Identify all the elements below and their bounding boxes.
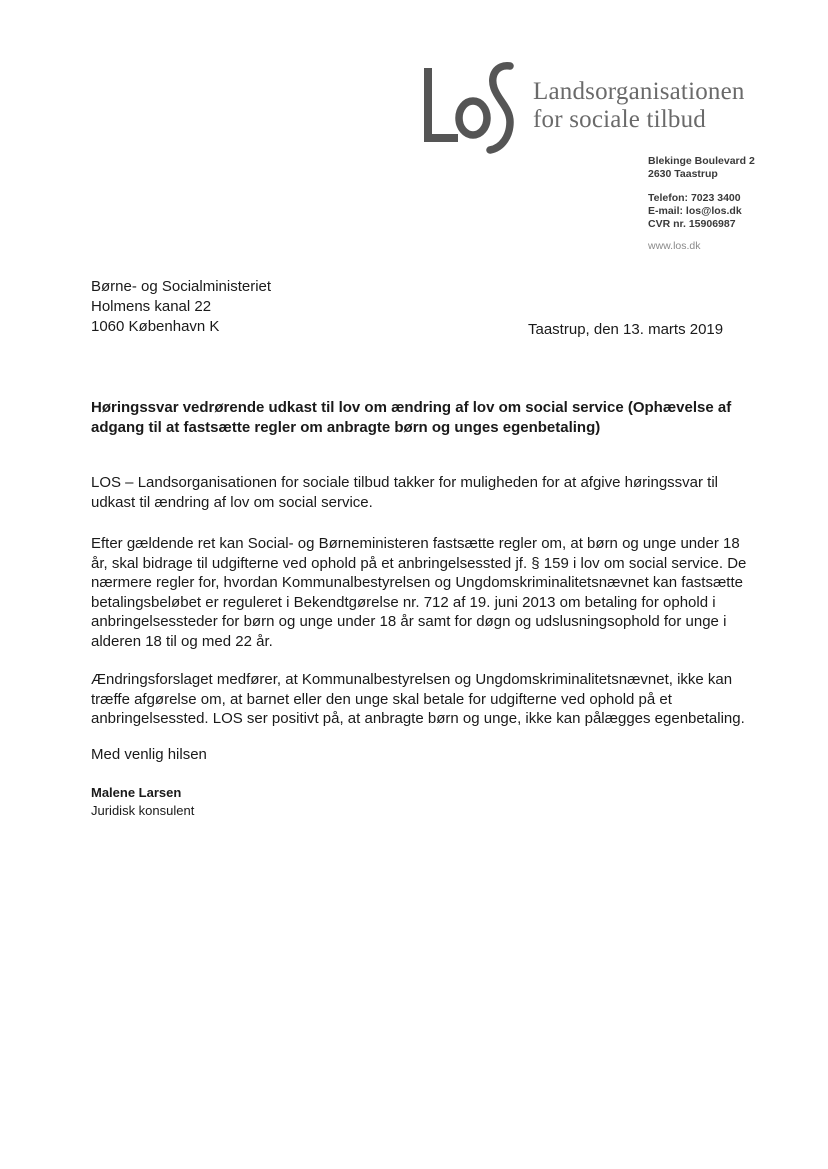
- letter-date: Taastrup, den 13. marts 2019: [528, 321, 724, 338]
- sender-email: E-mail: los@los.dk: [648, 205, 742, 217]
- sender-website: www.los.dk: [648, 240, 701, 252]
- sender-phone: Telefon: 7023 3400: [648, 192, 741, 204]
- letter-subject: Høringssvar vedrørende udkast til lov om ændring af lov om social service (Ophævelse af adgang til at fastsætte regler om anbragte børn og unges egenbetaling): [91, 399, 732, 436]
- logo-line-2: for sociale tilbud: [533, 106, 706, 133]
- sender-cvr: CVR nr. 15906987: [648, 218, 736, 230]
- logo-wordmark: [533, 78, 745, 134]
- sender-street: Blekinge Boulevard 2: [648, 155, 755, 167]
- body-paragraph-3: Ændringsforslaget medfører, at Kommunalbestyrelsen og Ungdomskriminalitetsnævnet, ikke kan træffe afgørelse om, at barnet eller den unge skal betale for udgifterne ved ophold på et anbringelsessted. LOS ser positivt på, at anbragte børn og unge, ikke kan pålægges egenbetaling.: [91, 671, 745, 727]
- recipient-line-1: Børne- og Socialministeriet: [91, 278, 272, 295]
- los-logo-icon: [418, 60, 518, 155]
- sender-address-block: [648, 155, 755, 253]
- signer-title: Juridisk konsulent: [91, 803, 195, 818]
- sender-city: 2630 Taastrup: [648, 168, 718, 180]
- recipient-address: [91, 277, 271, 337]
- closing-salutation: Med venlig hilsen: [91, 746, 207, 763]
- body-paragraph-2: Efter gældende ret kan Social- og Børneministeren fastsætte regler om, at børn og unge under 18 år, skal bidrage til udgifterne ved ophold på et anbringelsessted jf. § 159 i lov om social service. De nærmere regler for, hvordan Kommunalbestyrelsen og Ungdomskriminalitetsnævnet kan fastsætte betalingsbeløbet er reguleret i Bekendtgørelse nr. 712 af 19. juni 2013 om betaling for ophold i anbringelsessteder for børn og unge under 18 år samt for døgn og udslusningsophold for unge i alderen 18 til og med 22 år.: [91, 535, 747, 650]
- logo-line-1: Landsorganisationen: [533, 78, 745, 105]
- recipient-line-3: 1060 København K: [91, 318, 220, 335]
- recipient-line-2: Holmens kanal 22: [91, 298, 212, 315]
- body-paragraph-1: LOS – Landsorganisationen for sociale tilbud takker for muligheden for at afgive høringssvar til udkast til ændring af lov om social service.: [91, 474, 719, 511]
- signer-name: Malene Larsen: [91, 785, 182, 800]
